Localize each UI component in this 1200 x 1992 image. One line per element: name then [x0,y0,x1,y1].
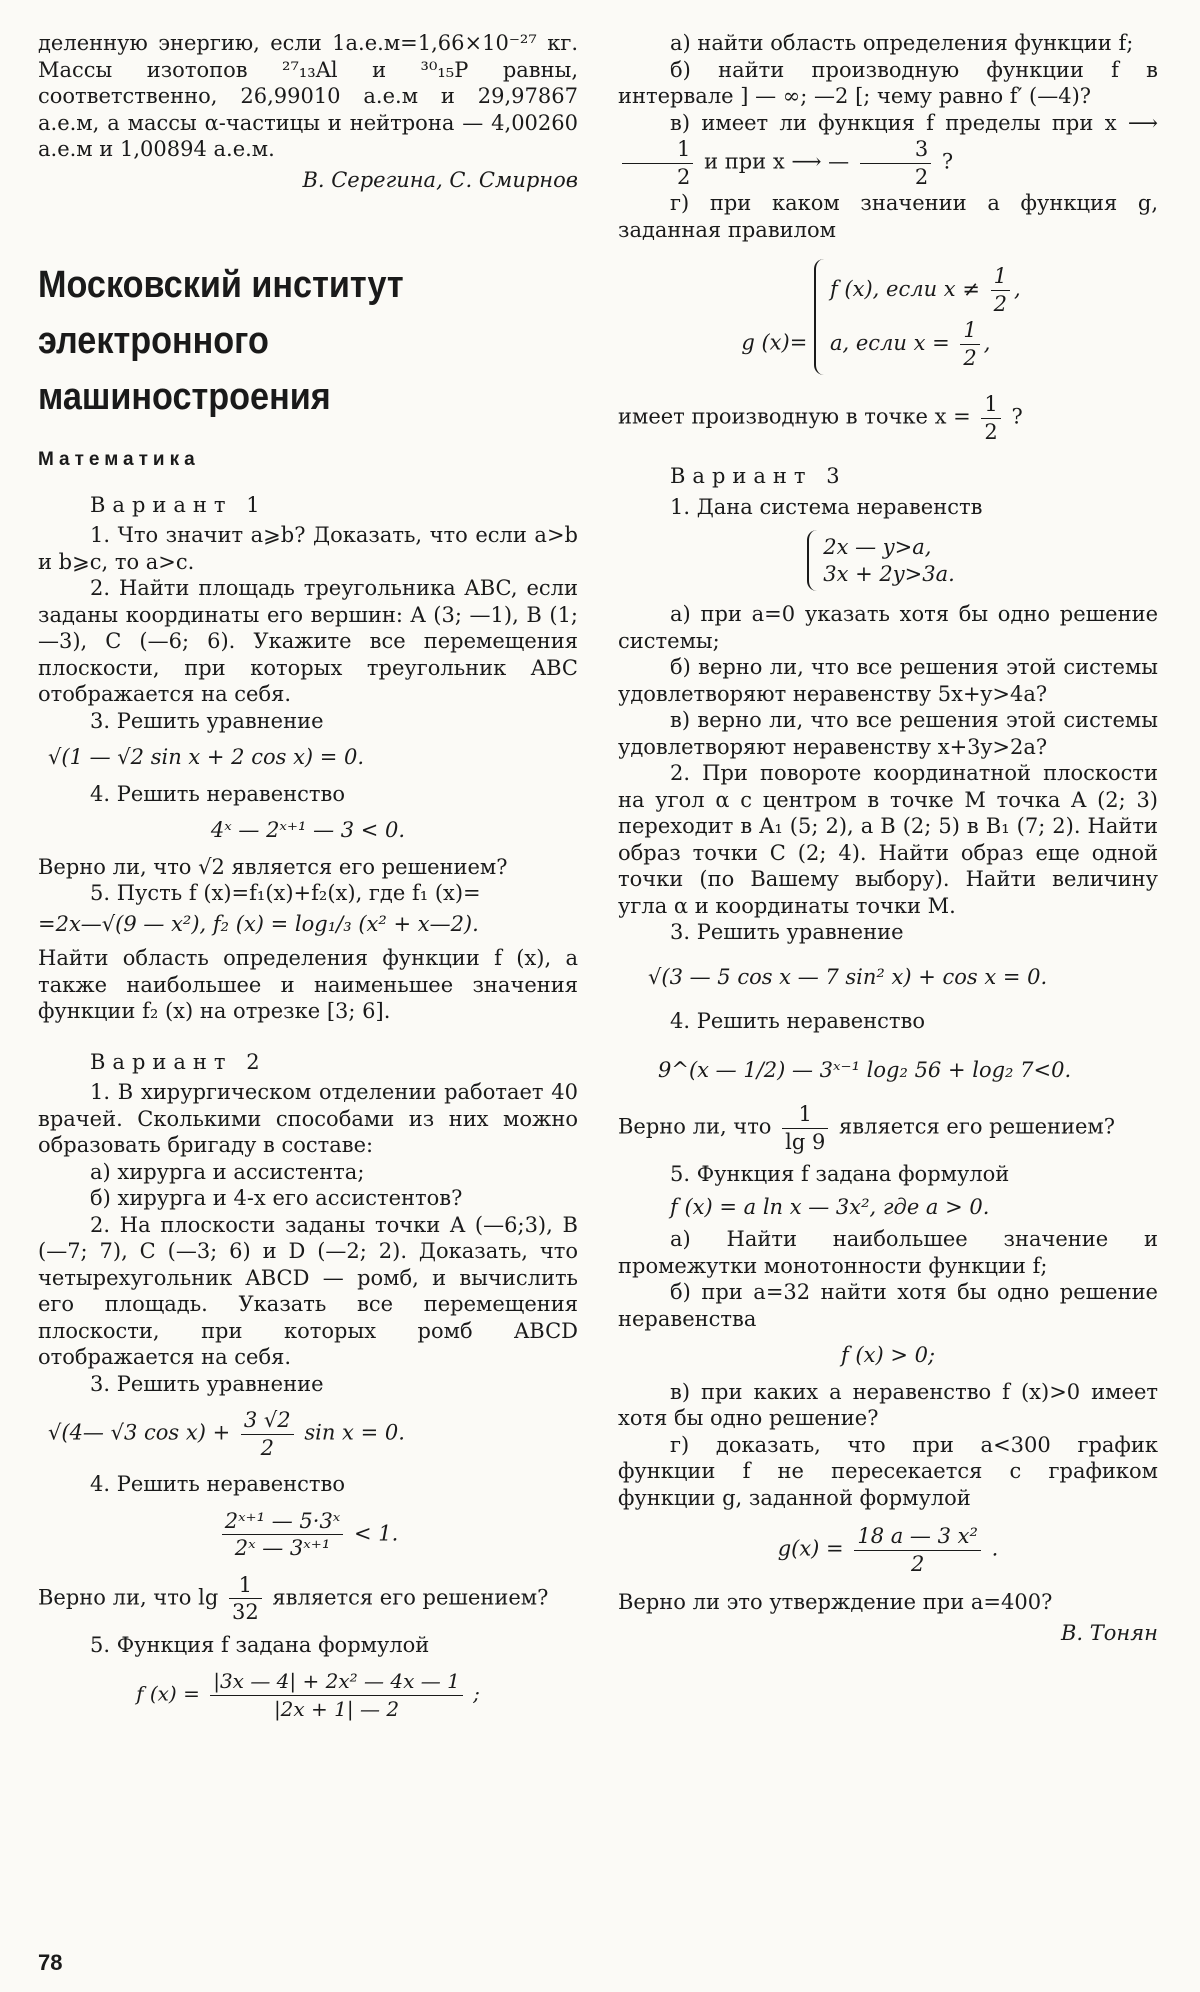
v2-eq4-numerator: 2ˣ⁺¹ — 5·3ˣ [222,1508,344,1536]
v1-problem-2: 2. Найти площадь треугольника ABC, если заданы координаты его вершин: A (3; —1), B (1; —3), C (—6; 6). Укажите все перемещения плоскости, при которых треугольник ABC отображается на себя. [38,576,578,706]
v2-q4-text-a: Верно ли, что lg [38,1585,219,1609]
v1-problem-5a: 5. Пусть f (x)=f₁(x)+f₂(x), где f₁ (x)= [90,881,481,905]
v2-eq5-numerator: |3x — 4| + 2x² — 4x — 1 [210,1668,463,1696]
v3-problem-5c: в) при каких a неравенство f (x)>0 имеет хотя бы одно решение? [618,1379,1158,1430]
v2-5c-den-1: 2 [677,164,691,189]
v2-eq5-lhs: f (x) = [136,1681,200,1706]
derivative-question-num: 1 [981,391,1000,419]
g-case-1-fraction [991,263,1010,317]
v2-5c-text-c: ? [941,149,954,174]
g-piecewise-definition [618,259,1158,375]
v1-problem-3: 3. Решить уравнение [90,708,324,733]
subject-title: Математика [38,449,200,470]
g-case-2-fraction [960,317,979,371]
v3-eq5d-numerator: 18 a — 3 x² [854,1523,981,1551]
derivative-question [618,391,1158,445]
v2-5c-text-a: в) имеет ли функция f пределы при x ⟶ [670,110,1158,135]
v3-system-brace [807,530,969,591]
v3-problem-5: 5. Функция f задана формулой [670,1162,1010,1186]
v3-problem-1: 1. Дана система неравенств [670,494,983,519]
v2-5c-den-2: 2 [914,164,929,189]
v3-problem-2: 2. При повороте координатной плоскости на угол α с центром в точке M точка A (2; 3) переходит в A₁ (5; 2), а B (2; 5) в B₁ (7; 2). Найти образ точки C (2; 4). Найти образ еще одной точки (по Вашему выбору). Найти величину угла α и координаты точки M. [618,761,1158,918]
g-case-1 [829,264,1021,316]
v2-equation-3 [48,1407,578,1461]
v2-problem-1: 1. В хирургическом отделении работает 40 врачей. Сколькими способами из них можно образовать бригаду в составе: [38,1080,578,1157]
left-column [38,30,578,1732]
v2-q4-fraction [229,1572,262,1626]
v1-inequality-4: 4ˣ — 2ˣ⁺¹ — 3 < 0. [210,818,406,842]
v2-equation-5 [38,1668,578,1722]
v3-problem-5d: г) доказать, что при a<300 график функции f не пересекается с графиком функции g, заданной формулой [618,1432,1158,1510]
v3-q4-numerator: 1 [782,1101,828,1129]
g-case-2 [829,318,991,370]
g-case-1-text: f (x), если x ≠ [829,276,980,301]
v3-system [618,530,1158,591]
v2-problem-1b: б) хирурга и 4-х его ассистентов? [90,1186,463,1210]
v3-equation-5d [618,1523,1158,1577]
v2-problem-3: 3. Решить уравнение [90,1371,324,1396]
v2-problem-5c [618,110,1158,191]
v3-inequality-4: 9^(x — 1/2) — 3ˣ⁻¹ log₂ 56 + log₂ 7<0. [658,1057,1072,1082]
g-lhs: g (x)= [741,330,808,355]
v2-problem-5b: б) найти производную функции f в интервале ] — ∞; —2 [; чему равно f′ (—4)? [618,57,1158,108]
v2-5c-fraction-2 [860,136,931,190]
v2-eq4-fraction [222,1508,344,1562]
g-case-1-den: 2 [993,291,1007,316]
v2-problem-4-question [38,1572,578,1626]
g-case-2-tail: , [983,330,991,355]
v2-5c-fraction-1 [622,136,693,190]
v2-problem-2: 2. На плоскости заданы точки A (—6;3), B (—7; 7), C (—3; 6) и D (—2; 2). Доказать, что четырехугольник ABCD — ромб, и вычислить его площадь. Указать все перемещения плоскости, при которых ромб ABCD отображается на себя. [38,1212,578,1369]
v3-eq5d-lhs: g(x) = [777,1536,844,1561]
v1-problem-5b: =2x—√(9 — x²), f₂ (x) = log₁/₃ (x² + x—2). [38,911,479,936]
v2-eq5-tail: ; [473,1681,480,1706]
variant-3-label: Вариант 3 [670,464,847,488]
page-number: 78 [38,1950,63,1975]
g-case-2-den: 2 [963,345,977,370]
derivative-question-a: имеет производную в точке x = [618,404,971,429]
v1-problem-4: 4. Решить неравенство [90,781,345,806]
v1-problem-1: 1. Что значит a⩾b? Доказать, что если a>b и b⩾c, то a>c. [38,523,578,574]
v2-eq3-denominator: 2 [260,1435,274,1460]
v3-problem-5b: б) при a=32 найти хотя бы одно решение неравенства [618,1280,1158,1331]
v3-problem-1b: б) верно ли, что все решения этой системы удовлетворяют неравенству 5x+y>4a? [618,655,1158,706]
v3-eq5d-denominator: 2 [910,1551,925,1576]
v2-eq5-fraction [210,1668,463,1722]
v2-eq3-radical: √(4— √3 cos x) + [48,1420,231,1445]
v2-eq5-denominator: |2x + 1| — 2 [273,1696,400,1721]
v3-equation-5: f (x) = a ln x — 3x², где a > 0. [670,1194,990,1219]
v2-q4-numerator: 1 [229,1572,262,1600]
v3-q4-text-b: является его решением? [839,1114,1116,1139]
v3-problem-1a: а) при a=0 указать хотя бы одно решение системы; [618,602,1158,653]
derivative-question-fraction [981,391,1000,445]
derivative-question-b: ? [1011,404,1023,429]
v2-problem-4: 4. Решить неравенство [90,1472,345,1496]
v3-problem-4-question [618,1101,1158,1155]
v3-problem-5a: а) Найти наибольшее значение и промежутки монотонности функции f; [618,1227,1158,1278]
v3-q4-denominator: lg 9 [785,1129,826,1154]
v1-equation-3: √(1 — √2 sin x + 2 cos x) = 0. [48,745,365,769]
g-cases [814,259,1035,375]
intro-paragraph: деленную энергию, если 1а.е.м=1,66×10⁻²⁷ кг. Массы изотопов ²⁷₁₃Al и ³⁰₁₅P равны, соответственно, 26,99010 а.е.м и 29,97867 а.е.м, а массы α-частицы и нейтрона — 4,00260 а.е.м и 1,00894 а.е.м. [38,31,578,161]
v3-inequality-5b: f (x) > 0; [840,1343,936,1367]
v2-problem-5: 5. Функция f задана формулой [90,1632,430,1657]
v3-problem-4: 4. Решить неравенство [670,1009,925,1033]
g-case-1-num: 1 [991,263,1010,291]
v3-equation-3: √(3 — 5 cos x — 7 sin² x) + cos x = 0. [648,964,1048,989]
g-case-2-num: 1 [960,317,979,345]
v3-q4-text-a: Верно ли, что [618,1114,772,1139]
v1-problem-5c: Найти область определения функции f (x), а также наибольшее и наименьшее значения функции f₂ (x) на отрезке [3; 6]. [38,946,578,1023]
intro-signature: В. Серегина, С. Смирнов [302,167,578,192]
derivative-question-den: 2 [984,419,998,444]
v3-final-question: Верно ли это утверждение при a=400? [618,1590,1053,1614]
v2-inequality-4 [38,1508,578,1562]
v2-eq3-fraction [241,1407,294,1461]
v3-eq5d-tail: . [991,1536,999,1561]
variant-1-label: Вариант 1 [90,492,267,517]
g-case-2-text: a, если x = [829,330,950,355]
v2-eq4-tail: < 1. [353,1521,399,1545]
v3-eq5d-fraction [854,1523,981,1577]
v3-problem-1c: в) верно ли, что все решения этой системы удовлетворяют неравенству x+3y>2a? [618,708,1158,759]
v3-system-line-2: 3x + 2y>3a. [823,561,955,586]
v1-problem-4-question: Верно ли, что √2 является его решением? [38,854,508,879]
v2-problem-1a: а) хирурга и ассистента; [90,1159,365,1184]
v2-5c-num-2: 3 [860,136,931,164]
v3-signature: В. Тонян [1060,1620,1158,1645]
v3-problem-3: 3. Решить уравнение [670,920,904,944]
v2-q4-denominator: 32 [231,1600,259,1624]
article-heading: Московский институт электронного машиностроения [38,264,404,418]
v2-eq3-numerator: 3 √2 [241,1407,294,1435]
v2-5c-text-b: и при x ⟶ — [704,149,850,174]
right-column [618,30,1158,1646]
v2-eq4-denominator: 2ˣ — 3ˣ⁺¹ [234,1536,331,1560]
v2-eq3-tail: sin x = 0. [304,1420,405,1445]
g-case-1-tail: , [1013,276,1021,301]
v3-q4-fraction [782,1101,828,1155]
v2-5c-num-1: 1 [622,136,693,164]
variant-2-label: Вариант 2 [90,1049,267,1074]
v3-system-line-1: 2x — y>a, [823,535,932,559]
v2-q4-text-b: является его решением? [272,1585,549,1609]
v2-problem-5a: а) найти область определения функции f; [670,31,1134,55]
v2-problem-5d: г) при каком значении a функция g, заданная правилом [618,191,1158,242]
